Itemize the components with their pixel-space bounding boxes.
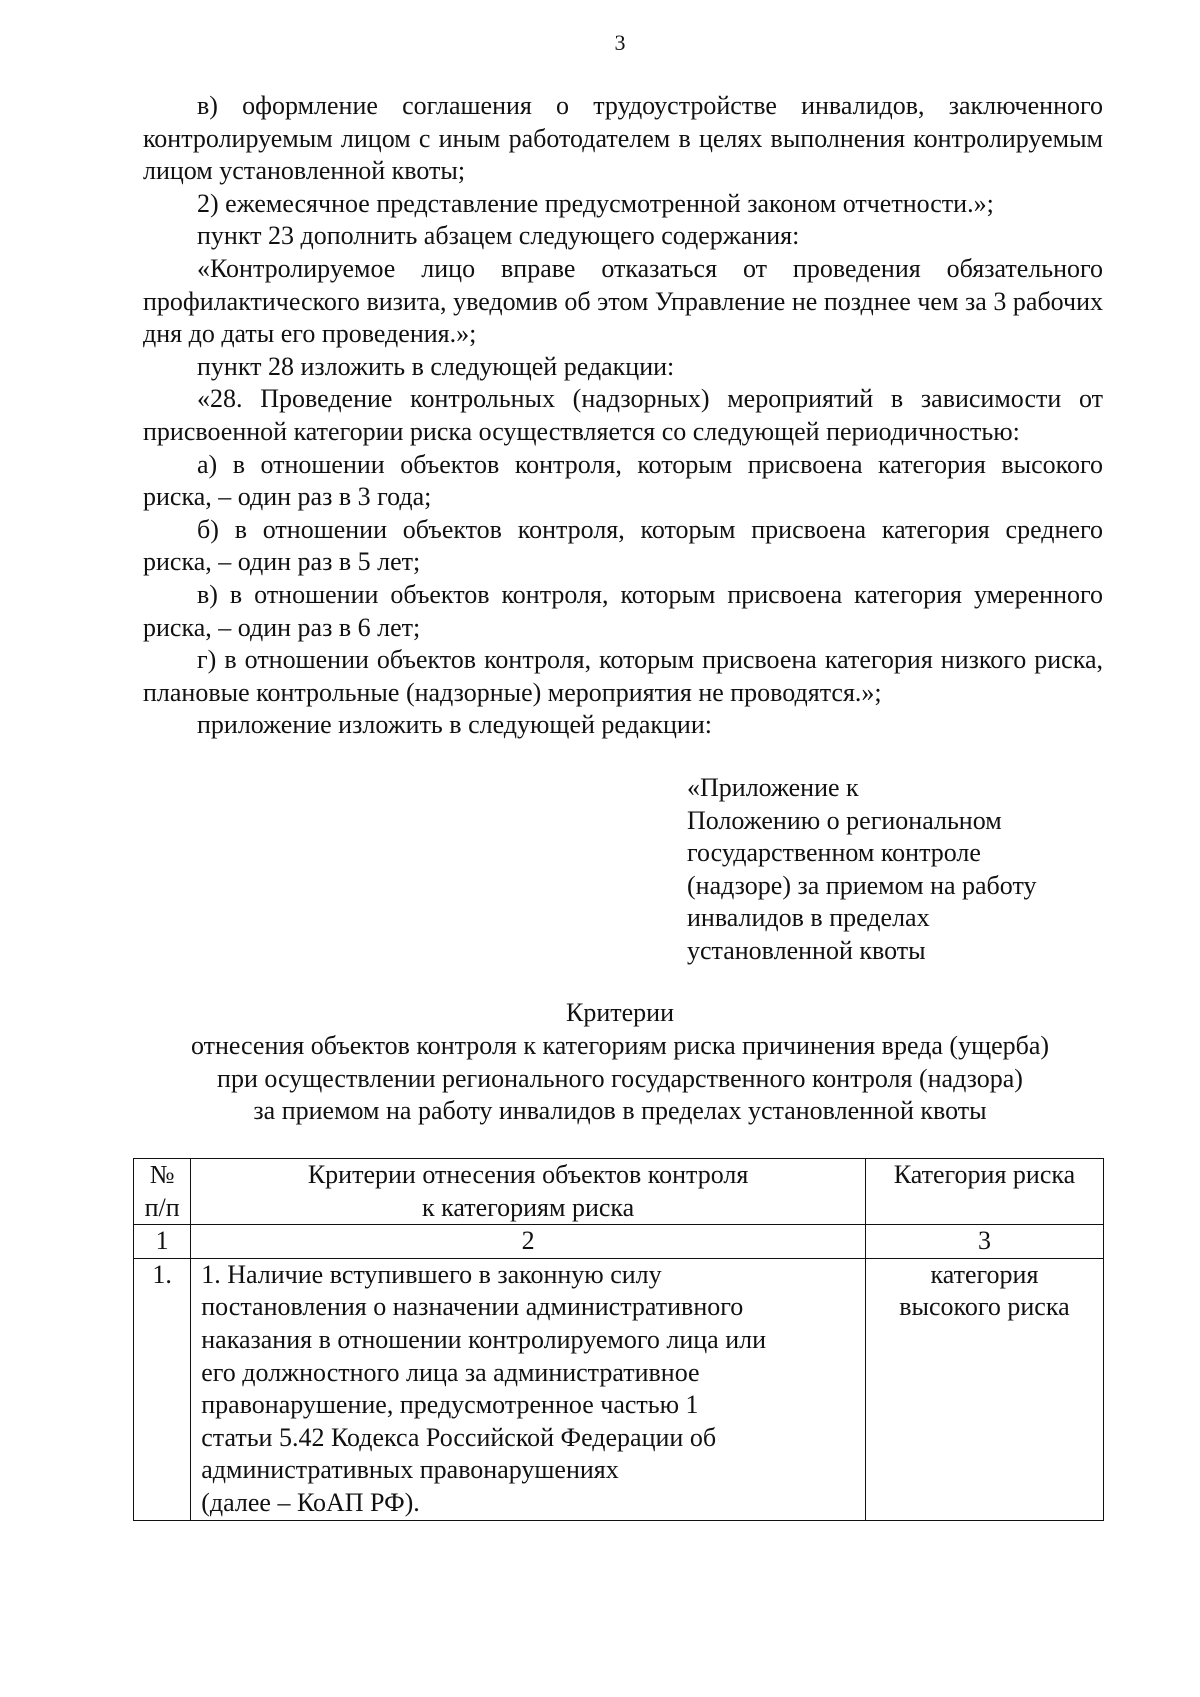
criteria-line: (далее – КоАП РФ). <box>201 1487 420 1517</box>
annex-reference <box>687 772 1107 968</box>
annex-line: (надзоре) за приемом на работу <box>687 870 1037 900</box>
row-category-cell <box>865 1258 1103 1520</box>
paragraph: в) оформление соглашения о трудоустройстве инвалидов, заключенного контролируемым лицом с иным работодателем в целях выполнения контролируемым лицом установленной квоты; <box>143 91 1103 186</box>
header-number-cell <box>134 1159 191 1225</box>
page-number: 3 <box>614 30 626 55</box>
header-category-label: Категория риска <box>893 1160 1076 1189</box>
criteria-title: Критерии <box>566 998 674 1027</box>
table-row <box>134 1258 1104 1520</box>
numbering-cell: 1 <box>134 1225 191 1259</box>
header-criteria-line: к категориям риска <box>421 1192 635 1222</box>
criteria-heading <box>130 997 1110 1128</box>
paragraph: «28. Проведение контрольных (надзорных) мероприятий в зависимости от присвоенной категории риска осуществляется со следующей периодичностью: <box>143 384 1103 446</box>
category-line: категория <box>930 1259 1039 1289</box>
criteria-subtitle-line: при осуществлении регионального государственного контроля (надзора) <box>217 1063 1023 1093</box>
row-criteria-cell <box>191 1258 866 1520</box>
criteria-subtitle-line: отнесения объектов контроля к категориям риска причинения вреда (ущерба) <box>190 1030 1050 1060</box>
paragraph: в) в отношении объектов контроля, которым присвоена категория умеренного риска, – один раз в 6 лет; <box>143 579 1103 642</box>
row-number-cell: 1. <box>134 1258 191 1520</box>
header-number-line: п/п <box>144 1192 180 1222</box>
criteria-line: его должностного лица за административное <box>201 1357 700 1387</box>
annex-line: установленной квоты <box>687 935 926 965</box>
annex-line: «Приложение к <box>687 773 859 802</box>
paragraph: пункт 23 дополнить абзацем следующего содержания: <box>197 221 800 251</box>
body-text <box>143 90 1103 742</box>
header-criteria-line: Критерии отнесения объектов контроля <box>307 1160 749 1189</box>
header-category-cell <box>865 1159 1103 1225</box>
numbering-cell: 3 <box>865 1225 1103 1259</box>
criteria-line: наказания в отношении контролируемого лица или <box>201 1324 767 1354</box>
numbering-cell: 2 <box>191 1225 866 1259</box>
criteria-line: правонарушение, предусмотренное частью 1 <box>201 1390 699 1420</box>
criteria-line: административных правонарушениях <box>201 1455 619 1485</box>
criteria-table <box>133 1158 1104 1521</box>
paragraph: 2) ежемесячное представление предусмотренной законом отчетности.»; <box>197 188 994 218</box>
paragraph: а) в отношении объектов контроля, которым присвоена категория высокого риска, – один раз в 3 года; <box>143 449 1103 512</box>
paragraph: б) в отношении объектов контроля, которым присвоена категория среднего риска, – один раз в 5 лет; <box>143 514 1103 577</box>
header-number-line: № <box>149 1160 175 1189</box>
header-criteria-cell <box>191 1159 866 1225</box>
category-line: высокого риска <box>899 1292 1070 1322</box>
table-header-row <box>134 1159 1104 1225</box>
paragraph: г) в отношении объектов контроля, которым присвоена категория низкого риска, плановые контрольные (надзорные) мероприятия не проводятся.»; <box>143 645 1103 707</box>
paragraph: «Контролируемое лицо вправе отказаться от проведения обязательного профилактического визита, уведомив об этом Управление не позднее чем за 3 рабочих дня до даты его проведения.»; <box>143 253 1103 349</box>
annex-line: инвалидов в пределах <box>687 903 930 933</box>
paragraph: приложение изложить в следующей редакции: <box>197 710 712 740</box>
criteria-subtitle-line: за приемом на работу инвалидов в пределах установленной квоты <box>253 1096 987 1126</box>
criteria-line: статьи 5.42 Кодекса Российской Федерации об <box>201 1422 717 1452</box>
criteria-line: 1. Наличие вступившего в законную силу <box>201 1259 662 1289</box>
criteria-line: постановления о назначении административного <box>201 1292 744 1322</box>
table-numbering-row <box>134 1225 1104 1259</box>
annex-line: государственном контроле <box>687 838 981 868</box>
annex-line: Положению о региональном <box>687 805 1002 835</box>
paragraph: пункт 28 изложить в следующей редакции: <box>197 351 675 381</box>
